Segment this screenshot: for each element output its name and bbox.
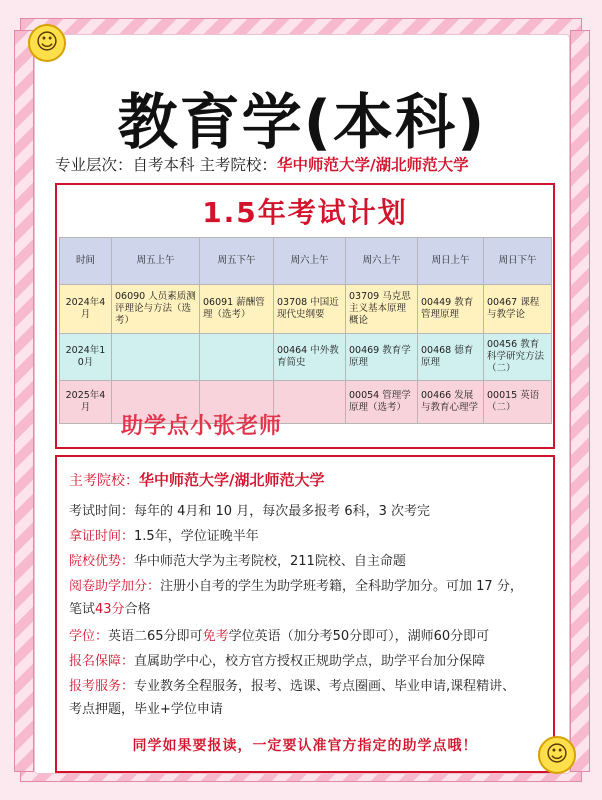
- info-box: [55, 455, 555, 773]
- advantage-value: 华中师范大学为主考院校，211院校、自主命题: [134, 554, 406, 569]
- smiley-icon: ☺: [538, 736, 576, 774]
- header-cell: 周五下午: [200, 238, 274, 285]
- header-cell: 周六上午: [274, 238, 346, 285]
- ribbon-left: [14, 30, 34, 772]
- table-header-row: [60, 238, 552, 285]
- bonus-line: [69, 578, 547, 596]
- table-cell: 00015 英语（二）: [484, 381, 552, 424]
- ribbon-right: [570, 30, 590, 772]
- table-cell: 03708 中国近现代史纲要: [274, 285, 346, 334]
- table-cell: 2024年10月: [60, 334, 112, 381]
- degree-red: 免考: [202, 629, 229, 644]
- table-cell: 06091 薪酬管理（选考）: [200, 285, 274, 334]
- table-cell: [200, 334, 274, 381]
- degree-a: 英语二65分即可: [108, 629, 203, 644]
- cert-value: 1.5年，学位证晚半年: [134, 529, 259, 544]
- header-cell: 时间: [60, 238, 112, 285]
- bonus-line2-b: 合格: [124, 602, 151, 617]
- bonus-line2-red: 43分: [95, 602, 125, 617]
- table-cell: 00468 德育原理: [418, 334, 484, 381]
- table-cell: 2024年4月: [60, 285, 112, 334]
- poster-card: [34, 34, 570, 774]
- guarantee-line: [69, 653, 547, 671]
- table-cell: 03709 马克思主义基本原理概论: [346, 285, 418, 334]
- guarantee-label: 报名保障：: [69, 654, 135, 669]
- service-value: 专业教务全程服务，报考、选课、考点圈画、毕业申请,课程精讲、: [134, 679, 516, 694]
- table-cell: [112, 334, 200, 381]
- campus-value: 华中师范大学/湖北师范大学: [139, 471, 325, 489]
- advantage-label: 院校优势：: [69, 554, 135, 569]
- header-cell: 周六上午: [346, 238, 418, 285]
- table-cell: 00466 发展与教育心理学: [418, 381, 484, 424]
- cert-line: [69, 528, 547, 546]
- bonus-line2-a: 笔试: [69, 602, 96, 617]
- table-cell: 06090 人员素质测评理论与方法（选考）: [112, 285, 200, 334]
- table-row: [60, 285, 552, 334]
- service-line-2: 考点押题，毕业+学位申请: [69, 702, 223, 717]
- degree-line: [69, 628, 547, 646]
- campus-line: [69, 471, 547, 491]
- bonus-label: 阅卷助学加分：: [69, 579, 161, 594]
- table-cell: 00449 教育管理原理: [418, 285, 484, 334]
- advantage-line: [69, 553, 547, 571]
- plan-title: 1.5年考试计划: [202, 196, 408, 229]
- table-cell: 00464 中外教育简史: [274, 334, 346, 381]
- subtitle-schools: 华中师范大学/湖北师范大学: [276, 156, 469, 174]
- header-cell: 周五上午: [112, 238, 200, 285]
- degree-label: 学位：: [69, 629, 109, 644]
- table-cell: 00467 课程与教学论: [484, 285, 552, 334]
- bonus-line-2: [69, 601, 547, 619]
- header-cell: 周日下午: [484, 238, 552, 285]
- table-cell: 00469 教育学原理: [346, 334, 418, 381]
- table-cell: 2025年4月: [60, 381, 112, 424]
- service-label: 报考服务：: [69, 679, 135, 694]
- smiley-icon: ☺: [28, 24, 66, 62]
- subtitle: [55, 153, 555, 175]
- subtitle-prefix: 专业层次：自考本科 主考院校：: [55, 156, 277, 174]
- table-row: [60, 334, 552, 381]
- schedule-table: [59, 237, 552, 424]
- exam-time-line: 考试时间：每年的 4月和 10 月，每次最多报考 6科，3 次考完: [69, 504, 431, 519]
- cert-label: 拿证时间：: [69, 529, 135, 544]
- header-cell: 周日上午: [418, 238, 484, 285]
- degree-b: 学位英语（加分考50分即可），湖师60分即可: [228, 629, 490, 644]
- service-line: [69, 678, 547, 696]
- watermark-text: 助学点小张老师: [121, 414, 283, 439]
- campus-label: 主考院校：: [69, 473, 139, 489]
- exam-plan-box: [55, 183, 555, 449]
- guarantee-value: 直属助学中心，校方官方授权正规助学点，助学平台加分保障: [134, 654, 486, 669]
- footer-note: 同学如果要报读，一定要认准官方指定的助学点哦！: [132, 738, 478, 754]
- page-title: 教育学(本科): [117, 88, 487, 158]
- bonus-value: 注册小自考的学生为助学班考籍，全科助学加分。可加 17 分，: [160, 579, 523, 594]
- table-cell: [274, 381, 346, 424]
- table-cell: 00054 管理学原理（选考）: [346, 381, 418, 424]
- table-cell: 00456 教育科学研究方法（二）: [484, 334, 552, 381]
